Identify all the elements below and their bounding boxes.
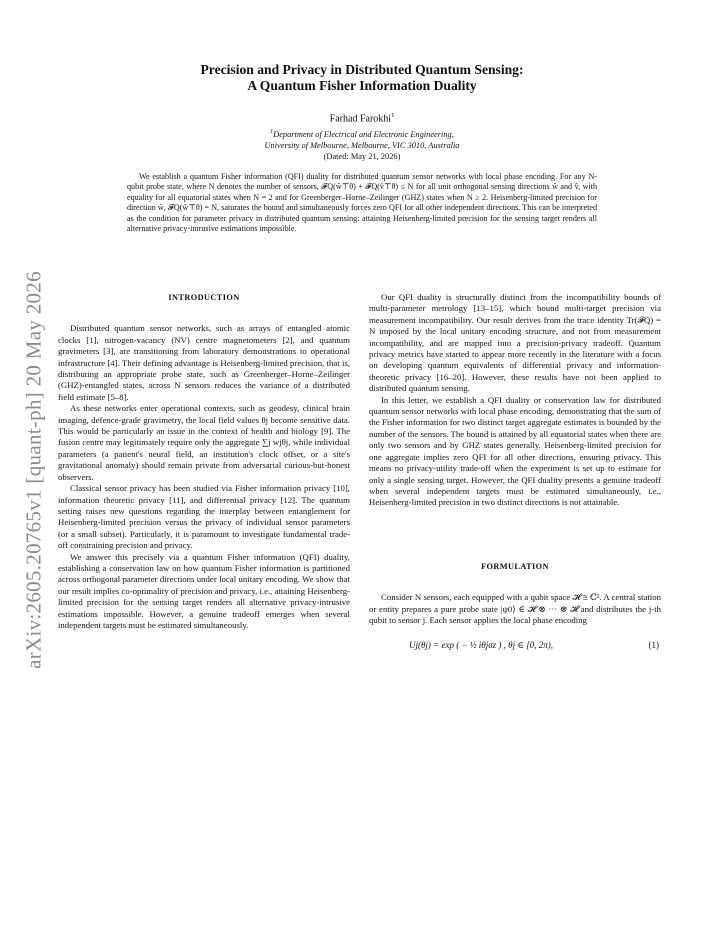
left-column	[58, 292, 350, 631]
paragraph: Our QFI duality is structurally distinct from the incompatibility bounds of multi-parameter metrology [13–15], which bound multi-target precision via measurement incompatibility. Our result derives from the trace identity Tr(𝓕Q) = N imposed by the local unitary encoding structure, and not from measurement incompatibility, and are mapped into a precision-privacy tradeoff. Quantum privacy metrics have started to appear more recently in the literature with a focus on developing quantum equivalents of differential privacy and information-theoretic privacy [16–20]. However, these results have not been applied to distributed quantum sensing.	[369, 292, 661, 394]
abstract: We establish a quantum Fisher information (QFI) duality for distributed quantum sensor networks with local phase encoding. For any N-qubit probe state, where N denotes the number of sensors, 𝓕Q(ŵ⊤θ) + 𝓕Q(v̂⊤θ) ≤ N for all unit orthogonal sensing directions ŵ and v̂, with equality for all equatorial states when N = 2 and for Greenberger–Horne–Zeilinger (GHZ) states when N ≥ 2. Heisenberg-limited precision for direction ŵ, 𝓕Q(ŵ⊤θ) = N, saturates the bound and simultaneously forces zero QFI for all other independent directions. This can be interpreted as the condition for parameter privacy in distributed quantum sensing: attaining Heisenberg-limited precision for the sensing target renders all alternative privacy-intrusive estimations impossible.	[127, 172, 597, 234]
affiliation-dept: Department of Electrical and Electronic Engineering,	[273, 129, 454, 139]
affiliation-superscript: 1	[270, 129, 274, 135]
section-heading-introduction: INTRODUCTION	[168, 293, 240, 302]
paragraph: Classical sensor privacy has been studied via Fisher information privacy [10], information theoretic privacy [11], and differential privacy [12]. The quantum setting raises new questions regarding the interplay between entanglement for Heisenberg-limited precision versus the privacy of individual sensor parameters (or a small subset). Particularly, it is paramount to investigate fundamental trade-off constraining precision and privacy.	[58, 483, 350, 551]
arxiv-side-identifier	[14, 260, 54, 680]
paragraph: Consider N sensors, each equipped with a qubit space 𝓗 ≅ ℂ². A central station or entity prepares a pure probe state |ψ0⟩ ∈ 𝓗 ⊗ ··· ⊗ 𝓗 and distributes the j-th qubit to sensor j. Each sensor applies the local phase encoding	[369, 592, 661, 625]
equation-number: (1)	[648, 640, 659, 651]
author-line	[120, 112, 604, 124]
title-line-1: Precision and Privacy in Distributed Quantum Sensing:	[200, 62, 524, 77]
equation-1	[369, 636, 661, 658]
equation-body: Uj(θj) = exp ( − ½ iθjσz ) , θj ∈ [0, 2π),	[409, 640, 553, 651]
affiliation-block	[120, 127, 604, 162]
paragraph: As these networks enter operational contexts, such as geodesy, clinical brain imaging, defence-grade gravimetry, the local field values θj become sensitive data. This would be particularly an issue in the context of health and biology [9]. The fusion centre may legitimately require only the aggregate ∑j wjθj, while individual parameters (a patient's neural field, an institution's clock offset, or a site's gravitational anomaly) should remain private from adversarial curious-but-honest observers.	[58, 403, 350, 482]
dated-line: (Dated: May 21, 2026)	[323, 151, 401, 161]
arxiv-id-text: arXiv:2605.20765v1 [quant-ph] 20 May 2026	[21, 271, 46, 669]
author-name: Farhad Farokhi	[329, 113, 392, 125]
paper-title	[120, 62, 604, 94]
author-superscript: 1	[391, 112, 395, 119]
right-column	[369, 292, 661, 658]
title-line-2: A Quantum Fisher Information Duality	[247, 78, 477, 93]
affiliation-line-1	[120, 127, 604, 140]
paragraph: In this letter, we establish a QFI duality or conservation law for distributed quantum sensor networks with local phase encoding, demonstrating that the sum of the Fisher information for two distinct target aggregate estimates is bounded by the number of the sensors. The bound is attained by all equatorial states when there are only two sensors and by GHZ states generally. Heisenberg-limited precision for one aggregate implies zero QFI for all other directions, ensuring privacy. This means no privacy-utility trade-off when the experiment is set up to estimate for only a single sensing target. However, the QFI duality presents a genuine tradeoff when several independent targets must be estimated simultaneously, i.e., Heisenberg-limited precision in two distinct directions is not attainable.	[369, 394, 661, 508]
section-heading-formulation: FORMULATION	[481, 561, 549, 571]
paragraph: We answer this precisely via a quantum Fisher information (QFI) duality, establishing a conservation law on how quantum Fisher information is partitioned across orthogonal parameter directions under local unitary encoding. We show that our result implies co-optimality of precision and privacy, i.e., attaining Heisenberg-limited precision for the sensing target renders all alternative privacy-intrusive estimations impossible. However, a genuine tradeoff emerges when several independent targets must be estimated simultaneously.	[58, 551, 350, 630]
paragraph: Distributed quantum sensor networks, such as arrays of entangled atomic clocks [1], nitrogen-vacancy (NV) centre magnetometers [2], and quantum gravimeters [3], are transitioning from laboratory demonstrations to operational infrastructure [4]. Their defining advantage is Heisenberg-limited precision, that is, distributing an appropriate probe state, such as Greenberger–Horne–Zeilinger (GHZ)-entangled states, across N sensors reduces the variance of a distributed field estimate [5–8].	[58, 323, 350, 402]
affiliation-line-2: University of Melbourne, Melbourne, VIC 3010, Australia	[264, 140, 460, 150]
